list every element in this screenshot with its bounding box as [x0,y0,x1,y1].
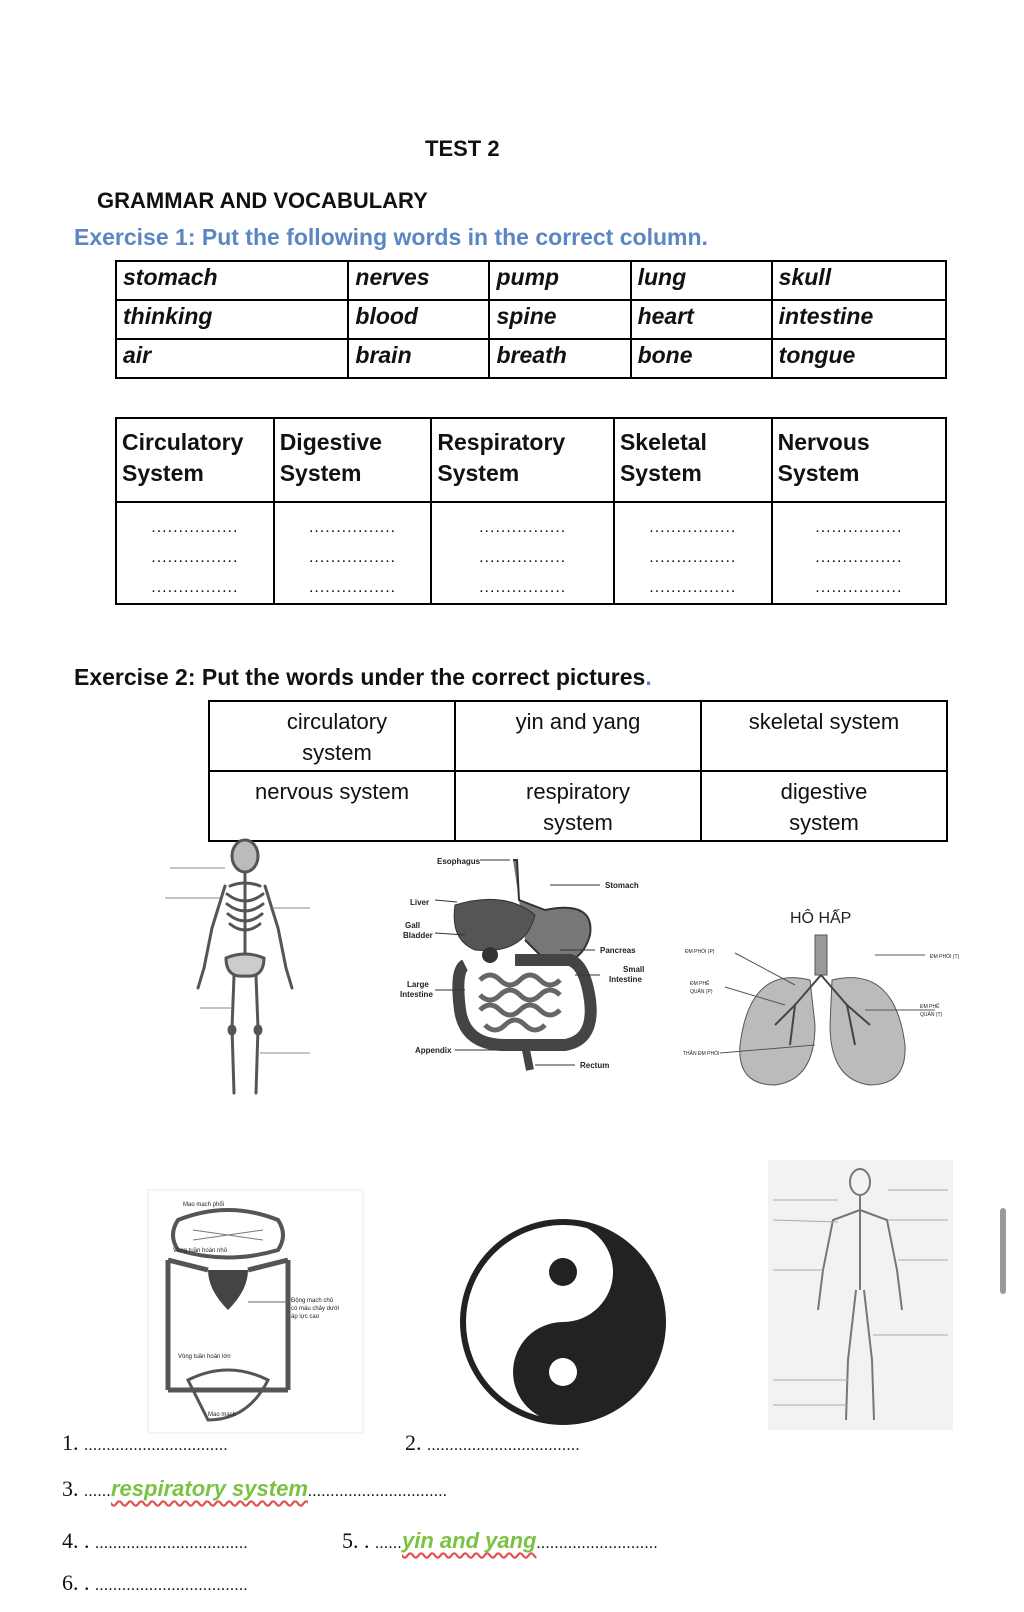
option-cell: skeletal system [701,701,947,771]
option-cell: yin and yang [455,701,701,771]
label-pancreas: Pancreas [600,946,636,955]
blank-cell[interactable]: ................ [772,502,946,543]
table-row [116,300,946,339]
word-cell: thinking [116,300,348,339]
blank-cell[interactable]: ................ [772,543,946,573]
section-heading: GRAMMAR AND VOCABULARY [97,188,428,213]
blank-cell[interactable]: ................ [431,573,614,604]
label-l1: ĐM PHỔI (P) [685,949,715,955]
answer-4[interactable]: 4. . .................................. [62,1528,248,1553]
exercise1-heading: Exercise 1: Put the following words in the correct column. [74,224,708,250]
exercise2-heading: Exercise 2: Put the words under the correct pictures. [74,664,652,690]
word-bank-table [115,260,947,379]
system-header: Skeletal System [614,418,772,502]
label-liver: Liver [410,898,430,907]
test-title: TEST 2 [425,136,500,161]
option-cell: nervous system [209,771,455,841]
blank-cell[interactable]: ................ [274,573,432,604]
digestive-system-picture [395,857,655,1095]
respiratory-system-picture [683,905,960,1105]
table-row [116,261,946,300]
label-ho-hap: HÔ HẤP [790,910,852,927]
word-cell: tongue [772,339,946,378]
word-cell: bone [631,339,772,378]
blank-cell[interactable]: ................ [116,502,274,543]
blank-cell[interactable]: ................ [116,573,274,604]
answer-2[interactable]: 2. .................................. [405,1430,580,1455]
label-l2: ĐM PHẾ [690,981,710,987]
picture-words-table [208,700,948,842]
word-cell: blood [348,300,489,339]
word-cell: heart [631,300,772,339]
label-r2: ĐM PHẾ [920,1004,940,1010]
label-esophagus: Esophagus [437,857,481,866]
answer-6[interactable]: 6. . .................................. [62,1570,248,1595]
answer-5[interactable]: 5. . ......yin and yang........................... [342,1528,658,1553]
word-cell: pump [489,261,630,300]
blank-cell[interactable]: ................ [274,543,432,573]
scrollbar[interactable] [1000,1208,1006,1294]
label-mao-mach: Mao mạch [208,1412,237,1418]
blank-cell[interactable]: ................ [116,543,274,573]
word-cell: breath [489,339,630,378]
label-appendix: Appendix [415,1046,452,1055]
table-header-row [116,418,946,502]
label-aorta-1: Động mạch chủ [291,1298,334,1304]
label-large: Large [407,980,429,989]
label-rectum: Rectum [580,1061,610,1070]
option-cell: digestive system [701,771,947,841]
blank-cell[interactable]: ................ [614,573,772,604]
word-cell: nerves [348,261,489,300]
table-row [209,771,947,841]
label-bladder: Bladder [403,931,433,940]
skeleton-picture [160,838,330,1108]
blank-cell[interactable]: ................ [274,502,432,543]
label-r1: ĐM PHỔI (T) [930,954,960,960]
answer-3[interactable]: 3. ......respiratory system............................... [62,1476,448,1501]
label-l4: THÂN ĐM PHỔI [683,1051,720,1057]
systems-table [115,417,947,605]
option-cell: circulatory system [209,701,455,771]
label-vong-nho: Vòng tuần hoàn nhỏ [173,1248,228,1254]
table-row [116,502,946,543]
table-row [116,573,946,604]
system-header: Respiratory System [431,418,614,502]
word-cell: lung [631,261,772,300]
label-small: Small [623,965,645,974]
blank-cell[interactable]: ................ [614,543,772,573]
blank-cell[interactable]: ................ [431,502,614,543]
word-cell: skull [772,261,946,300]
nervous-system-picture [768,1160,953,1430]
option-cell: respiratory system [455,771,701,841]
label-vong-lon: Vòng tuần hoàn lớn [178,1354,231,1360]
blank-cell[interactable]: ................ [614,502,772,543]
yin-yang-picture [448,1210,678,1435]
label-mao-mach-phoi: Mao mạch phổi [183,1202,225,1208]
system-header: Nervous System [772,418,946,502]
word-cell: spine [489,300,630,339]
word-cell: intestine [772,300,946,339]
label-l3: QUẢN (P) [690,989,713,995]
label-r3: QUẢN (T) [920,1012,943,1018]
label-stomach: Stomach [605,881,639,890]
table-row [116,339,946,378]
label-gall: Gall [405,921,421,930]
word-cell: stomach [116,261,348,300]
blank-cell[interactable]: ................ [772,573,946,604]
word-cell: brain [348,339,489,378]
label-large-intestine: Intestine [400,990,433,999]
circulatory-system-picture [148,1190,363,1433]
system-header: Circulatory System [116,418,274,502]
label-aorta-3: áp lực cao [291,1314,320,1320]
system-header: Digestive System [274,418,432,502]
label-small-intestine: Intestine [609,975,642,984]
table-row [116,543,946,573]
answer-1[interactable]: 1. ................................ [62,1430,228,1455]
blank-cell[interactable]: ................ [431,543,614,573]
table-row [209,701,947,771]
word-cell: air [116,339,348,378]
label-aorta-2: có máu chảy dưới [291,1306,340,1312]
